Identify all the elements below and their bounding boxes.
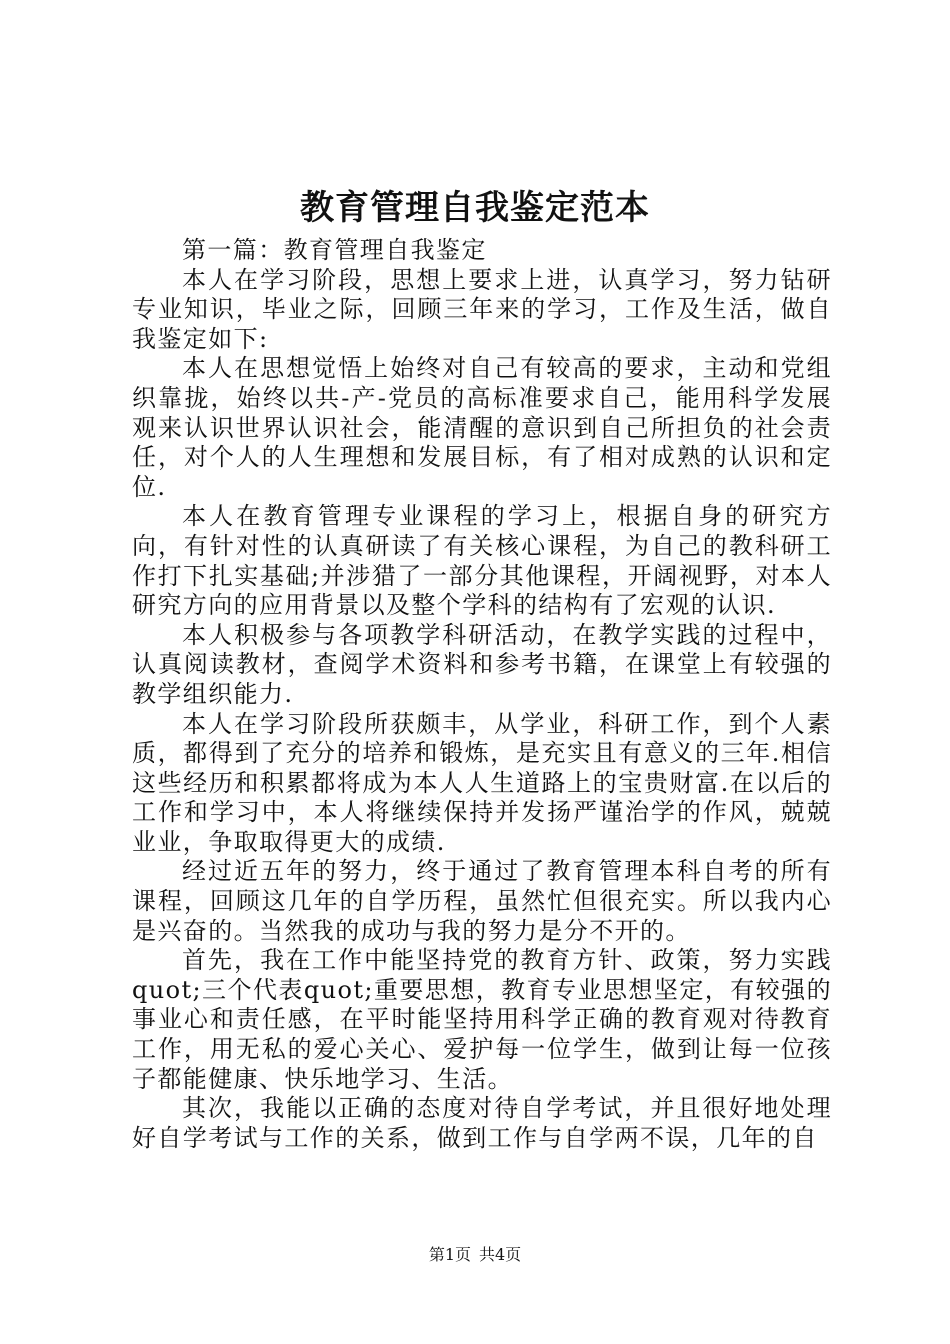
paragraph: 本人积极参与各项教学科研活动，在教学实践的过程中，认真阅读教材，查阅学术资料和参考书籍，在课堂上有较强的教学组织能力. bbox=[132, 620, 832, 708]
paragraph: 本人在学习阶段所获颇丰，从学业，科研工作，到个人素质，都得到了充分的培养和锻炼，是充实且有意义的三年.相信这些经历和积累都将成为本人人生道路上的宝贵财富.在以后的工作和学习中，本人将继续保持并发扬严谨治学的作风，兢兢业业，争取取得更大的成绩. bbox=[132, 709, 832, 856]
page-number: 第1页 bbox=[428, 1245, 471, 1264]
paragraph: 本人在思想觉悟上始终对自己有较高的要求，主动和党组织靠拢，始终以共-产-党员的高标准要求自己，能用科学发展观来认识世界认识社会，能清醒的意识到自己所担负的社会责任，对个人的人生理想和发展目标，有了相对成熟的认识和定位. bbox=[132, 354, 832, 501]
paragraph: 首先，我在工作中能坚持党的教育方针、政策，努力实践quot;三个代表quot;重要思想，教育专业思想坚定，有较强的事业心和责任感，在平时能坚持用科学正确的教育观对待教育工作，用无私的爱心关心、爱护每一位学生，做到让每一位孩子都能健康、快乐地学习、生活。 bbox=[132, 946, 832, 1093]
paragraph: 经过近五年的努力，终于通过了教育管理本科自考的所有课程，回顾这几年的自学历程，虽然忙但很充实。所以我内心是兴奋的。当然我的成功与我的努力是分不开的。 bbox=[132, 857, 832, 945]
document-body bbox=[132, 236, 832, 1153]
paragraph: 本人在教育管理专业课程的学习上，根据自身的研究方向，有针对性的认真研读了有关核心课程，为自己的教科研工作打下扎实基础;并涉猎了一部分其他课程，开阔视野，对本人研究方向的应用背景以及整个学科的结构有了宏观的认识. bbox=[132, 502, 832, 620]
page-footer bbox=[0, 1244, 950, 1266]
document-title: 教育管理自我鉴定范本 bbox=[300, 188, 650, 228]
page-count: 共4页 bbox=[479, 1245, 522, 1264]
section-heading: 第一篇：教育管理自我鉴定 bbox=[182, 236, 487, 264]
paragraph: 其次，我能以正确的态度对待自学考试，并且很好地处理好自学考试与工作的关系，做到工作与自学两不误，几年的自 bbox=[132, 1094, 832, 1152]
paragraph: 本人在学习阶段，思想上要求上进，认真学习，努力钻研专业知识，毕业之际，回顾三年来的学习，工作及生活，做自我鉴定如下: bbox=[132, 265, 832, 353]
